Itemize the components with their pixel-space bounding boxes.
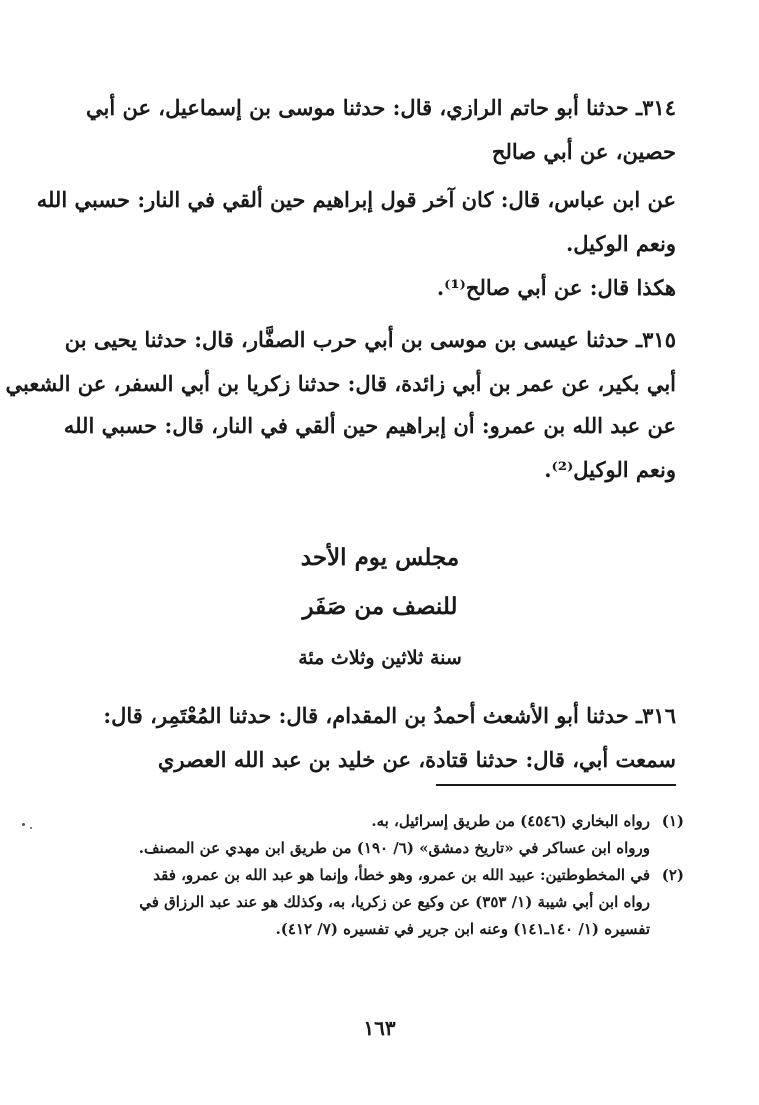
text-line: عن ابن عباس، قال: كان آخر قول إبراهيم حين ألقي في النار: حسبي الله (36, 187, 676, 212)
footnote-line (84, 835, 684, 862)
footnote-line (84, 889, 684, 916)
text-line: سمعت أبي، قال: حدثنا قتادة، عن خليد بن عبد الله العصري (157, 747, 676, 772)
session-year: سنة ثلاثين وثلاث مئة (298, 647, 462, 669)
scan-speck (22, 823, 25, 826)
footnote-line (84, 916, 684, 943)
footnote-line (84, 862, 684, 889)
footnote-number: (١) (661, 812, 684, 830)
text-line: أبي بكير، عن عمر بن أبي زائدة، قال: حدثنا زكريا بن أبي السفر، عن الشعبي (5, 371, 676, 396)
text-line: عن عبد الله بن عمرو: أن إبراهيم حين ألقي في النار، قال: حسبي الله (63, 413, 676, 438)
hadith-315-isnad (5, 318, 676, 406)
footnote-text: رواه ابن أبي شيبة (١/ ٣٥٣) عن وكيع عن زكريا، به، وكذلك هو عند عبد الرزاق في (139, 893, 650, 911)
footnote-text: ورواه ابن عساكر في «تاريخ دمشق» (٦/ ١٩٠) من طريق ابن مهدي عن المصنف. (138, 839, 650, 857)
footnote-number: (٢) (661, 866, 684, 884)
hadith-316-isnad (84, 694, 676, 782)
session-title: مجلس يوم الأحد (300, 544, 460, 571)
footnote-divider (436, 784, 676, 786)
text-line: حصين، عن أبي صالح (491, 139, 676, 164)
text-line: ٣١٦ـ حدثنا أبو الأشعث أحمدُ بن المقدام، قال: حدثنا المُعْتَمِر، قال: (103, 703, 676, 728)
hadith-314-matn (36, 178, 676, 266)
footnote-text: رواه البخاري (٤٥٤٦) من طريق إسرائيل، به. (371, 812, 650, 830)
text-line: ٣١٤ـ حدثنا أبو حاتم الرازي، قال: حدثنا موسى بن إسماعيل، عن أبي (85, 95, 676, 120)
footnote-line (84, 808, 684, 835)
hadith-314-isnad (84, 86, 676, 174)
page-number: ١٦٣ (363, 1016, 396, 1040)
text-line: ونعم الوكيل⁽²⁾. (544, 457, 676, 482)
scan-speck (30, 827, 32, 829)
footnote-text: تفسيره (١/ ١٤٠ـ١٤١) وعنه ابن جرير في تفسيره (٧/ ٤١٢). (275, 920, 650, 938)
session-subtitle: للنصف من صَفَر (302, 593, 458, 620)
text-line: ونعم الوكيل. (565, 231, 676, 256)
footnote-text: في المخطوطتين: عبيد الله بن عمرو، وهو خطأ، وإنما هو عبد الله بن عمرو، فقد (153, 866, 650, 884)
hadith-315-matn (63, 404, 676, 492)
footnotes (84, 808, 684, 943)
hadith-314-note (84, 266, 676, 310)
text-line: هكذا قال: عن أبي صالح⁽¹⁾. (436, 275, 676, 300)
text-line: ٣١٥ـ حدثنا عيسى بن موسى بن أبي حرب الصفَّار، قال: حدثنا يحيى بن (64, 327, 676, 352)
